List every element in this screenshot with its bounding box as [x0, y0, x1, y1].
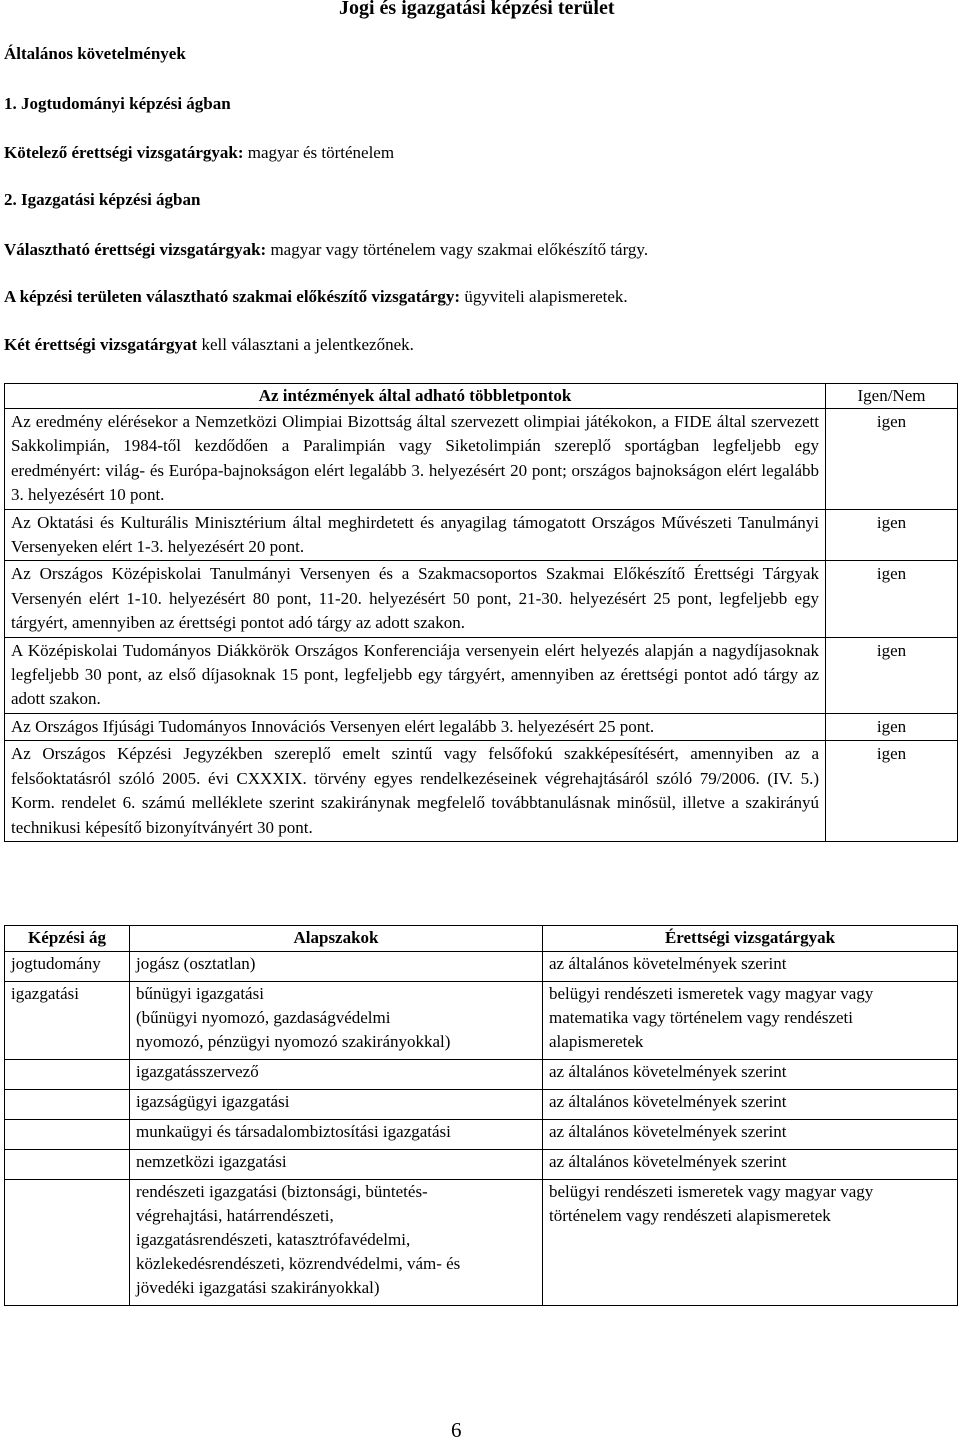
prep-subject-line: A képzési területen választható szakmai előkészítő vizsgatárgy: ügyviteli alapismeretek. [4, 287, 628, 306]
row-answer: igen [826, 561, 958, 637]
subject-line: az általános követelmények szerint [549, 1062, 787, 1081]
table-header-row [5, 384, 958, 409]
program-line: nyomozó, pénzügyi nyomozó szakirányokkal) [136, 1032, 451, 1051]
programs-body [5, 952, 958, 1306]
header-points: Az intézmények által adható többletpontok [5, 384, 826, 409]
table-header-row [5, 926, 958, 952]
subject-line: az általános követelmények szerint [549, 1122, 787, 1141]
subject-line: matematika vagy történelem vagy rendészeti [549, 1008, 853, 1027]
table-row [5, 1120, 958, 1150]
table-row [5, 509, 958, 561]
program-line: jövedéki igazgatási szakirányokkal) [136, 1278, 380, 1297]
program-line: igazgatásrendészeti, katasztrófavédelmi, [136, 1230, 411, 1249]
program-line: rendészeti igazgatási (biztonsági, büntetés- [136, 1182, 428, 1201]
subject-line: az általános követelmények szerint [549, 1092, 787, 1111]
programs-cell [130, 1060, 543, 1090]
row-description: Az Országos Középiskolai Tanulmányi Versenyen és a Szakmacsoportos Szakmai Előkészítő Érettségi Tárgyak Versenyén elért 1-10. helyezésért 80 pont, 11-20. helyezésért 50 pont, 21-30. helyezésért 25 pont, legfeljebb egy tárgyért, amennyiben az érettségi pontot adó tárgy az adott szakon. [5, 561, 826, 637]
row-answer: igen [826, 409, 958, 510]
branch-cell [5, 1060, 130, 1090]
program-line: igazgatásszervező [136, 1062, 259, 1081]
general-requirements-heading: Általános követelmények [4, 44, 186, 63]
table-row [5, 982, 958, 1060]
subjects-cell [543, 1180, 958, 1306]
programs-cell [130, 1090, 543, 1120]
subject-line: belügyi rendészeti ismeretek vagy magyar vagy [549, 1182, 874, 1201]
row-answer: igen [826, 509, 958, 561]
branch-cell: jogtudomány [5, 952, 130, 982]
row-answer: igen [826, 713, 958, 740]
subject-line: az általános követelmények szerint [549, 1152, 787, 1171]
subjects-cell [543, 982, 958, 1060]
program-line: nemzetközi igazgatási [136, 1152, 287, 1171]
row-description: Az eredmény elérésekor a Nemzetközi Olimpiai Bizottság által szervezett olimpiai játékokon, a FIDE által szervezett Sakkolimpián, 1984-től kezdődően a Paralimpián vagy Siketolimpián szereplő sportágban legfeljebb egy eredményért: világ- és Európa-bajnokságon elért legalább 3. helyezésért 20 pont; országos bajnokságon elért legalább 3. helyezésért 10 pont. [5, 409, 826, 510]
programs-cell [130, 1120, 543, 1150]
table-row [5, 561, 958, 637]
row-description: A Középiskolai Tudományos Diákkörök Országos Konferenciája versenyein elért helyezés alapján a nagydíjasoknak legfeljebb 30 pont, az első díjasoknak 15 pont, legfeljebb egy tárgyért, amennyiben az érettségi pontot adó tárgy az adott szakon. [5, 637, 826, 713]
subject-line: belügyi rendészeti ismeretek vagy magyar vagy [549, 984, 874, 1003]
subject-line: az általános követelmények szerint [549, 954, 787, 973]
branch-cell [5, 1090, 130, 1120]
header-programs: Alapszakok [130, 926, 543, 952]
program-line: igazságügyi igazgatási [136, 1092, 290, 1111]
row-answer: igen [826, 637, 958, 713]
header-subjects: Érettségi vizsgatárgyak [543, 926, 958, 952]
two-subjects-line: Két érettségi vizsgatárgyat kell választani a jelentkezőnek. [4, 335, 414, 354]
table-row [5, 713, 958, 740]
table-row [5, 1150, 958, 1180]
table-row [5, 1180, 958, 1306]
subjects-cell [543, 952, 958, 982]
page-number: 6 [451, 1418, 462, 1442]
programs-table [4, 925, 958, 1306]
extra-points-table [4, 383, 958, 842]
program-line: közlekedésrendészeti, közrendvédelmi, vám- és [136, 1254, 461, 1273]
header-yes-no: Igen/Nem [826, 384, 958, 409]
table-row [5, 409, 958, 510]
programs-cell [130, 982, 543, 1060]
row-answer: igen [826, 741, 958, 842]
table-row [5, 1060, 958, 1090]
program-line: bűnügyi igazgatási [136, 984, 264, 1003]
programs-cell [130, 1150, 543, 1180]
row-description: Az Országos Ifjúsági Tudományos Innovációs Versenyen elért legalább 3. helyezésért 25 pont. [5, 713, 826, 740]
subjects-cell [543, 1150, 958, 1180]
branch2-title: 2. Igazgatási képzési ágban [4, 190, 201, 209]
subject-line: történelem vagy rendészeti alapismeretek [549, 1206, 831, 1225]
row-description: Az Oktatási és Kulturális Minisztérium által meghirdetett és anyagilag támogatott Országos Művészeti Tanulmányi Versenyeken elért 1-3. helyezésért 20 pont. [5, 509, 826, 561]
branch-cell [5, 1120, 130, 1150]
branch1-title: 1. Jogtudományi képzési ágban [4, 94, 231, 113]
subjects-cell [543, 1060, 958, 1090]
subject-line: alapismeretek [549, 1032, 644, 1051]
subjects-cell [543, 1090, 958, 1120]
programs-cell [130, 1180, 543, 1306]
branch-cell: igazgatási [5, 982, 130, 1060]
program-line: munkaügyi és társadalombiztosítási igazgatási [136, 1122, 451, 1141]
program-line: jogász (osztatlan) [136, 954, 256, 973]
row-description: Az Országos Képzési Jegyzékben szereplő emelt szintű vagy felsőfokú szakképesítésért, amennyiben az a felsőoktatásról szóló 2005. évi CXXXIX. törvény egyes rendelkezéseinek végrehajtásáról szóló 79/2006. (IV. 5.) Korm. rendelet 6. számú melléklete szerint szakiránynak megfelelő továbbtanulásnak minősül, illetve a szakirányú technikusi képesítő bizonyítványért 30 pont. [5, 741, 826, 842]
branch-cell [5, 1150, 130, 1180]
table-row [5, 1090, 958, 1120]
program-line: végrehajtási, határrendészeti, [136, 1206, 334, 1225]
area-title: Jogi és igazgatási képzési terület [339, 0, 615, 19]
programs-cell [130, 952, 543, 982]
table-row [5, 741, 958, 842]
table-row [5, 952, 958, 982]
branch2-requirement: Választható érettségi vizsgatárgyak: magyar vagy történelem vagy szakmai előkészítő tárgy. [4, 240, 649, 259]
branch-cell [5, 1180, 130, 1306]
branch1-requirement: Kötelező érettségi vizsgatárgyak: magyar és történelem [4, 143, 395, 162]
table-row [5, 637, 958, 713]
subjects-cell [543, 1120, 958, 1150]
header-branch: Képzési ág [5, 926, 130, 952]
program-line: (bűnügyi nyomozó, gazdaságvédelmi [136, 1008, 391, 1027]
